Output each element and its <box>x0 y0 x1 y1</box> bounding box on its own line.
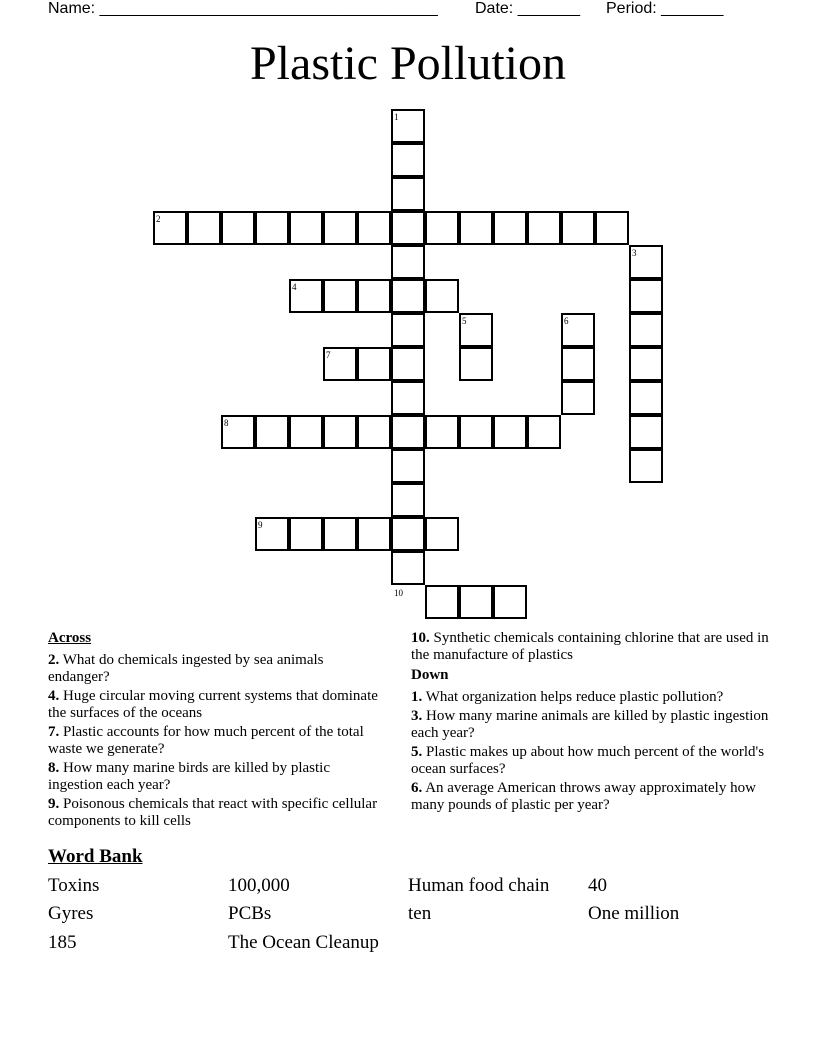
crossword-cell[interactable] <box>493 585 527 619</box>
crossword-cell[interactable] <box>391 313 425 347</box>
clue-number-label: 9 <box>258 520 263 530</box>
crossword-cell[interactable] <box>357 517 391 551</box>
crossword-cell[interactable] <box>629 415 663 449</box>
clue-number-label: 7 <box>326 350 331 360</box>
crossword-cell[interactable] <box>425 585 459 619</box>
crossword-cell[interactable] <box>425 279 459 313</box>
crossword-cell[interactable] <box>391 347 425 381</box>
crossword-cell[interactable] <box>391 483 425 517</box>
crossword-cell[interactable] <box>629 381 663 415</box>
crossword-cell[interactable] <box>629 279 663 313</box>
crossword-cell[interactable] <box>527 211 561 245</box>
clue-across-7 <box>48 724 378 758</box>
crossword-cell[interactable] <box>187 211 221 245</box>
crossword-cell[interactable] <box>323 211 357 245</box>
crossword-cell[interactable] <box>391 381 425 415</box>
date-field: Date: _______ <box>475 0 580 17</box>
clue-text: Plastic accounts for how much percent of the total waste we generate? <box>48 724 364 757</box>
crossword-cell[interactable] <box>357 279 391 313</box>
clue-across-10 <box>411 630 773 664</box>
crossword-cell[interactable] <box>629 347 663 381</box>
across-clues <box>48 630 378 832</box>
word-bank-item: PCBs <box>228 903 272 924</box>
clue-down-3 <box>411 708 773 742</box>
crossword-cell[interactable] <box>459 211 493 245</box>
clue-number-label: 5 <box>462 316 467 326</box>
crossword-cell[interactable] <box>459 415 493 449</box>
clue-number: 3. <box>411 708 423 724</box>
clue-text: Huge circular moving current systems that dominate the surfaces of the oceans <box>48 688 378 721</box>
crossword-cell[interactable] <box>459 347 493 381</box>
clue-number: 8. <box>48 760 60 776</box>
crossword-cell[interactable] <box>255 211 289 245</box>
crossword-cell[interactable] <box>289 517 323 551</box>
clue-number: 10. <box>411 630 430 646</box>
crossword-cell[interactable] <box>391 211 425 245</box>
clue-number: 2. <box>48 652 60 668</box>
clue-number-label: 4 <box>292 282 297 292</box>
crossword-cell[interactable] <box>561 211 595 245</box>
crossword-cell[interactable] <box>323 279 357 313</box>
word-bank-item: Toxins <box>48 875 100 896</box>
crossword-cell[interactable] <box>323 415 357 449</box>
name-field: Name: ______________________________________ <box>48 0 438 17</box>
word-bank-item: Human food chain <box>408 875 550 896</box>
crossword-cell[interactable] <box>391 551 425 585</box>
clue-text: Poisonous chemicals that react with specific cellular components to kill cells <box>48 796 378 829</box>
crossword-cell[interactable] <box>527 415 561 449</box>
crossword-cell[interactable] <box>391 143 425 177</box>
period-field: Period: _______ <box>606 0 724 17</box>
crossword-cell[interactable] <box>391 517 425 551</box>
word-bank-item: 185 <box>48 932 77 953</box>
clue-text: What do chemicals ingested by sea animals endanger? <box>48 652 324 685</box>
crossword-cell[interactable] <box>357 347 391 381</box>
crossword-cell[interactable] <box>629 313 663 347</box>
word-bank-item: The Ocean Cleanup <box>228 932 379 953</box>
crossword-cell[interactable] <box>391 415 425 449</box>
crossword-cell[interactable] <box>357 415 391 449</box>
crossword-cell[interactable] <box>391 279 425 313</box>
clue-number-label: 8 <box>224 418 229 428</box>
crossword-cell[interactable] <box>425 517 459 551</box>
clue-number-label: 1 <box>394 112 399 122</box>
clue-number-label: 3 <box>632 248 637 258</box>
word-bank-title: Word Bank <box>48 846 143 867</box>
crossword-cell[interactable] <box>289 415 323 449</box>
crossword-cell[interactable] <box>289 211 323 245</box>
clue-text: How many marine animals are killed by plastic ingestion each year? <box>411 708 769 741</box>
crossword-cell[interactable] <box>357 211 391 245</box>
crossword-cell[interactable] <box>255 415 289 449</box>
down-heading: Down <box>411 667 449 683</box>
clue-across-4 <box>48 688 378 722</box>
crossword-cell[interactable] <box>391 177 425 211</box>
down-clues <box>411 630 773 816</box>
crossword-cell[interactable] <box>459 585 493 619</box>
clue-text: Synthetic chemicals containing chlorine that are used in the manufacture of plastics <box>411 630 769 663</box>
word-bank-item: Gyres <box>48 903 94 924</box>
page-title: Plastic Pollution <box>249 37 567 90</box>
clue-number: 6. <box>411 780 423 796</box>
crossword-cell[interactable] <box>595 211 629 245</box>
crossword-cell[interactable] <box>323 517 357 551</box>
clue-text: An average American throws away approximately how many pounds of plastic per year? <box>411 780 756 813</box>
clue-text: How many marine birds are killed by plastic ingestion each year? <box>48 760 331 793</box>
clue-number: 4. <box>48 688 60 704</box>
word-bank-item: 100,000 <box>228 875 290 896</box>
clue-number: 7. <box>48 724 60 740</box>
clue-down-6 <box>411 780 773 814</box>
clue-number-label: 10 <box>394 588 403 598</box>
word-bank-item: ten <box>408 903 432 924</box>
clue-text: What organization helps reduce plastic pollution? <box>425 689 724 705</box>
crossword-cell[interactable] <box>425 415 459 449</box>
clue-down-1 <box>411 689 773 706</box>
clue-across-8 <box>48 760 378 794</box>
clue-number-label: 6 <box>564 316 569 326</box>
crossword-cell[interactable] <box>221 211 255 245</box>
crossword-cell[interactable] <box>561 381 595 415</box>
word-bank-item: 40 <box>588 875 607 896</box>
clue-text: Plastic makes up about how much percent of the world's ocean surfaces? <box>411 744 765 777</box>
crossword-cell[interactable] <box>629 449 663 483</box>
word-bank-item: One million <box>588 903 680 924</box>
clue-number: 1. <box>411 689 423 705</box>
clue-number: 5. <box>411 744 423 760</box>
clue-across-2 <box>48 652 378 686</box>
crossword-cell[interactable] <box>561 347 595 381</box>
clue-across-9 <box>48 796 378 830</box>
crossword-cell[interactable] <box>493 211 527 245</box>
crossword-cell[interactable] <box>493 415 527 449</box>
across-heading: Across <box>48 630 92 646</box>
crossword-cell[interactable] <box>391 245 425 279</box>
crossword-cell[interactable] <box>391 449 425 483</box>
crossword-cell[interactable] <box>425 211 459 245</box>
clue-down-5 <box>411 744 773 778</box>
clue-number-label: 2 <box>156 214 161 224</box>
clue-number: 9. <box>48 796 60 812</box>
